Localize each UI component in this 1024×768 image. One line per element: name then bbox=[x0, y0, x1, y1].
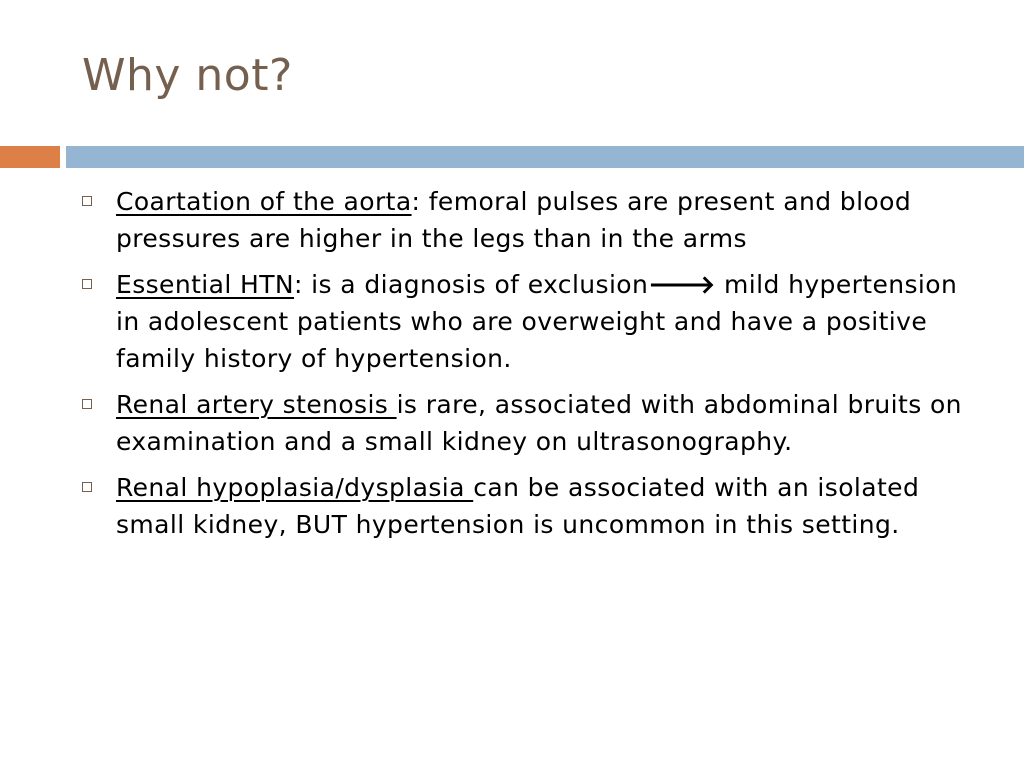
bullet-text: is rare, associated with abdominal bruits on examination and a small kidney on ultrasonography. bbox=[116, 390, 962, 456]
accent-bar-orange bbox=[0, 146, 60, 168]
square-bullet-icon bbox=[82, 279, 92, 289]
slide-title: Why not? bbox=[82, 50, 293, 101]
bullet-item-essential-htn bbox=[80, 266, 980, 377]
bullet-text: : femoral pulses are present and blood pressures are higher in the legs than in the arms bbox=[116, 187, 912, 253]
bullet-term: Renal hypoplasia/dysplasia bbox=[116, 473, 474, 502]
accent-bar-blue bbox=[66, 146, 1024, 168]
bullet-text: : is a diagnosis of exclusion bbox=[294, 270, 649, 299]
bullet-item-renal-hypoplasia bbox=[80, 469, 980, 543]
bullet-text-continued: mild hypertension in adolescent patients who are overweight and have a positive family history of hypertension. bbox=[116, 270, 958, 373]
bullet-term: Coartation of the aorta bbox=[116, 187, 412, 216]
bullet-term: Renal artery stenosis bbox=[116, 390, 397, 419]
square-bullet-icon bbox=[82, 482, 92, 492]
bullet-item-coarctation bbox=[80, 183, 980, 257]
bullet-list bbox=[80, 183, 980, 552]
right-arrow-icon: 🡒 bbox=[648, 270, 716, 299]
bullet-term: Essential HTN bbox=[116, 270, 295, 299]
bullet-item-renal-artery-stenosis bbox=[80, 386, 980, 460]
square-bullet-icon bbox=[82, 399, 92, 409]
bullet-text: can be associated with an isolated small kidney, BUT hypertension is uncommon in this setting. bbox=[116, 473, 920, 539]
square-bullet-icon bbox=[82, 196, 92, 206]
